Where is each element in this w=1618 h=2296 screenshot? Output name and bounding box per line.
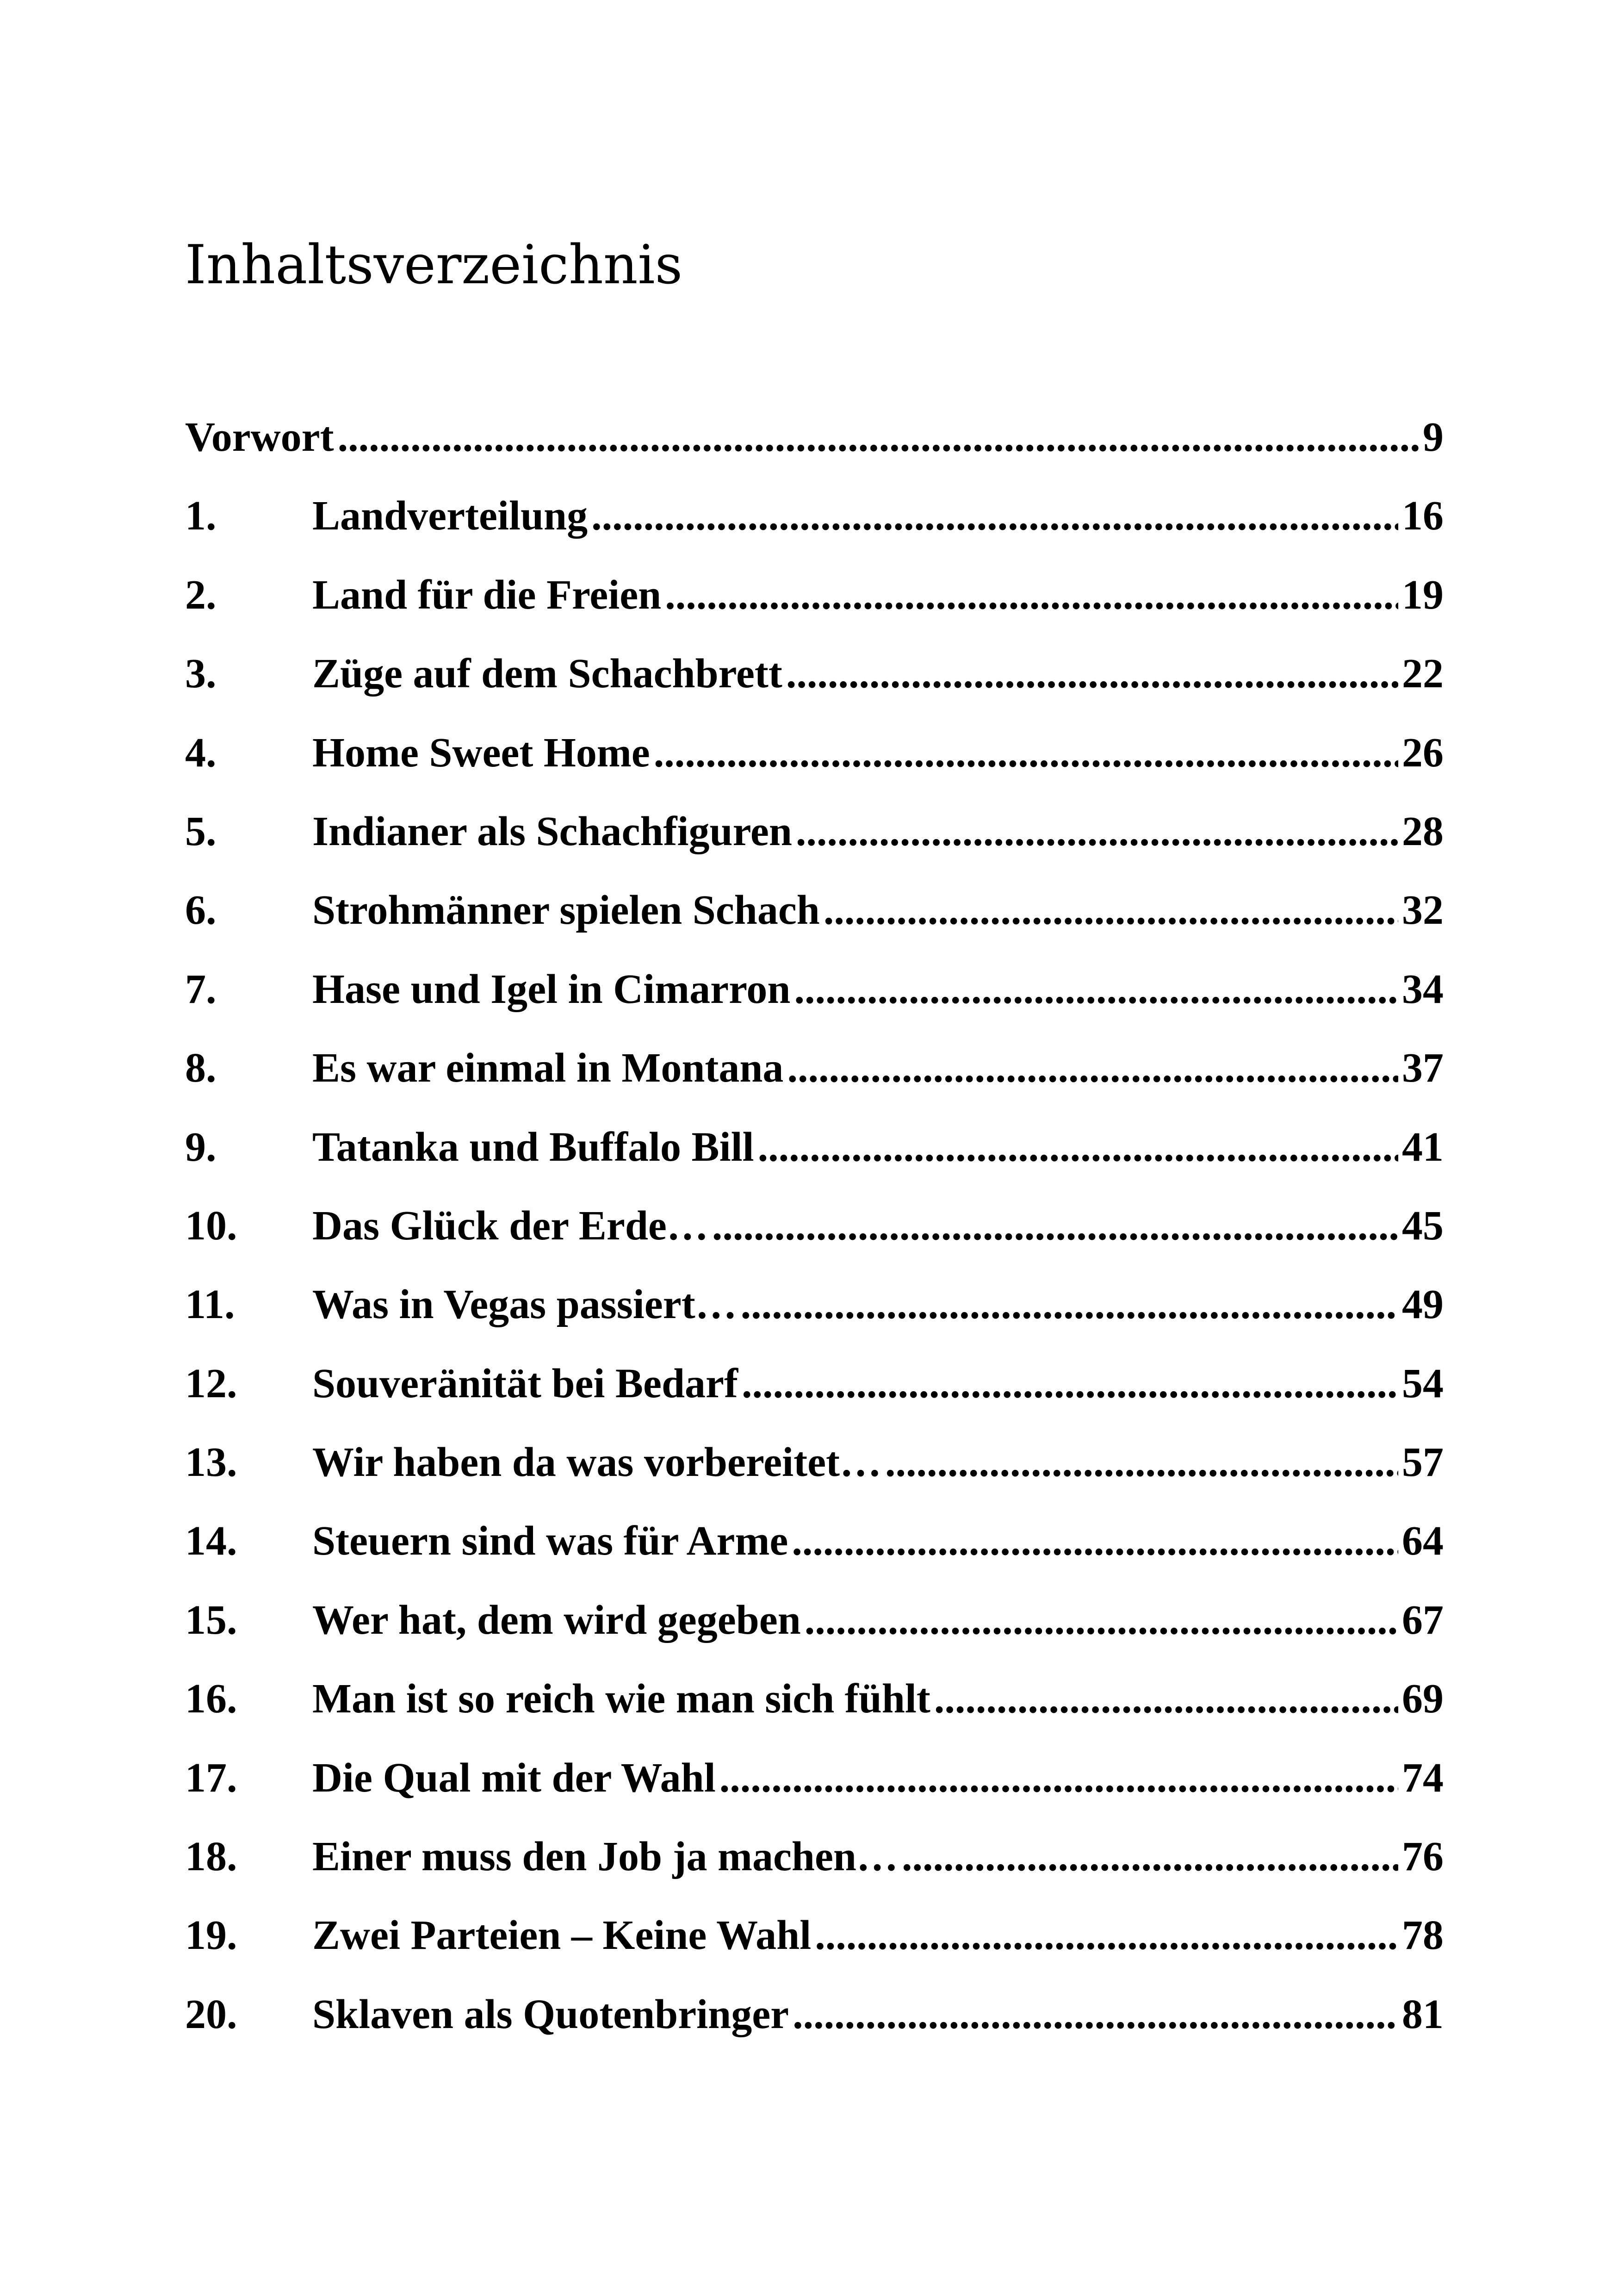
toc-entry bbox=[185, 950, 1444, 1029]
toc-entry-title: Steuern sind was für Arme bbox=[312, 1518, 788, 1564]
toc-dot-leader bbox=[665, 556, 1398, 635]
toc-entry bbox=[185, 1502, 1444, 1580]
toc-entry-title: Es war einmal in Montana bbox=[312, 1045, 784, 1091]
toc-entry-title: Home Sweet Home bbox=[312, 729, 650, 776]
toc-dot-leader bbox=[591, 477, 1398, 555]
toc-entry-title: Wir haben da was vorbereitet… bbox=[312, 1439, 881, 1486]
toc-entry-page-number: 78 bbox=[1402, 1912, 1444, 1959]
toc-entry-title: Tatanka und Buffalo Bill bbox=[312, 1124, 754, 1170]
toc-entry-number: 15. bbox=[185, 1597, 237, 1643]
toc-entry-page-number: 54 bbox=[1402, 1360, 1444, 1406]
toc-entry-number: 16. bbox=[185, 1676, 237, 1722]
toc-entry-number: 19. bbox=[185, 1912, 237, 1959]
toc-entry-page-number: 64 bbox=[1402, 1518, 1444, 1564]
toc-entry-number: 18. bbox=[185, 1834, 237, 1880]
toc-entry-page-number: 69 bbox=[1402, 1676, 1444, 1722]
toc-dot-leader bbox=[824, 871, 1398, 950]
toc-entry-title: Zwei Parteien – Keine Wahl bbox=[312, 1912, 812, 1959]
toc-entry-number: 6. bbox=[185, 887, 217, 933]
toc-entry-page-number: 32 bbox=[1402, 887, 1444, 933]
toc-entry-number: 17. bbox=[185, 1755, 237, 1801]
toc-entry-number: 14. bbox=[185, 1518, 237, 1564]
toc-entry-number: 3. bbox=[185, 651, 217, 697]
toc-entry-number: 12. bbox=[185, 1360, 237, 1406]
toc-entry-page-number: 49 bbox=[1402, 1282, 1444, 1328]
toc-entry bbox=[185, 1581, 1444, 1660]
toc-entry bbox=[185, 714, 1444, 792]
toc-entry-number: 13. bbox=[185, 1439, 237, 1486]
toc-dot-leader bbox=[741, 1265, 1398, 1344]
toc-entry-title: Was in Vegas passiert… bbox=[312, 1282, 737, 1328]
toc-dot-leader bbox=[805, 1581, 1398, 1660]
toc-entry-title: Sklaven als Quotenbringer bbox=[312, 1991, 789, 2037]
toc-dot-leader bbox=[719, 1739, 1398, 1817]
page-title: Inhaltsverzeichnis bbox=[185, 234, 683, 296]
toc-entry-page-number: 34 bbox=[1402, 966, 1444, 1012]
toc-entry bbox=[185, 1739, 1444, 1817]
toc-entry bbox=[185, 1187, 1444, 1265]
toc-entry bbox=[185, 792, 1444, 871]
toc-dot-leader bbox=[796, 792, 1398, 871]
toc-entry bbox=[185, 1975, 1444, 2054]
toc-dot-leader bbox=[786, 635, 1398, 713]
toc-entry bbox=[185, 1660, 1444, 1738]
toc-entry bbox=[185, 398, 1444, 477]
toc-entry-title: Strohmänner spielen Schach bbox=[312, 887, 820, 933]
toc-entry-title: Züge auf dem Schachbrett bbox=[312, 651, 782, 697]
toc-entry bbox=[185, 635, 1444, 713]
toc-entry-title: Wer hat, dem wird gegeben bbox=[312, 1597, 801, 1643]
toc-entry-title: Vorwort bbox=[185, 414, 334, 460]
toc-entry-page-number: 81 bbox=[1402, 1991, 1444, 2037]
toc-entry bbox=[185, 871, 1444, 950]
toc-dot-leader bbox=[338, 398, 1419, 477]
toc-dot-leader bbox=[654, 714, 1398, 792]
toc-entry bbox=[185, 1817, 1444, 1896]
toc-entry-page-number: 67 bbox=[1402, 1597, 1444, 1643]
toc-entry-number: 20. bbox=[185, 1991, 237, 2037]
toc-entry bbox=[185, 477, 1444, 555]
toc-entry bbox=[185, 1423, 1444, 1502]
toc-entry-number: 11. bbox=[185, 1282, 235, 1328]
toc-entry-title: Hase und Igel in Cimarron bbox=[312, 966, 791, 1012]
toc-entry-number: 2. bbox=[185, 572, 217, 618]
toc-entry-title: Indianer als Schachfiguren bbox=[312, 808, 792, 854]
toc-dot-leader bbox=[758, 1108, 1398, 1187]
toc-entry-page-number: 41 bbox=[1402, 1124, 1444, 1170]
toc-entry-page-number: 19 bbox=[1402, 572, 1444, 618]
toc-dot-leader bbox=[902, 1817, 1398, 1896]
toc-entry-title: Land für die Freien bbox=[312, 572, 662, 618]
toc-entry-number: 8. bbox=[185, 1045, 217, 1091]
toc-dot-leader bbox=[793, 1975, 1398, 2054]
toc-entry-page-number: 22 bbox=[1402, 651, 1444, 697]
toc-entry-page-number: 9 bbox=[1423, 414, 1444, 460]
toc-entry-page-number: 74 bbox=[1402, 1755, 1444, 1801]
toc-entry-number: 9. bbox=[185, 1124, 217, 1170]
toc-entry-number: 1. bbox=[185, 493, 217, 539]
toc-entry bbox=[185, 1108, 1444, 1187]
toc-entry-title: Landverteilung bbox=[312, 493, 588, 539]
toc-entry bbox=[185, 556, 1444, 635]
toc-entry-title: Souveränität bei Bedarf bbox=[312, 1360, 738, 1406]
toc-entry-page-number: 16 bbox=[1402, 493, 1444, 539]
toc-entry-title: Die Qual mit der Wahl bbox=[312, 1755, 716, 1801]
toc-entry-number: 7. bbox=[185, 966, 217, 1012]
toc-entry-number: 5. bbox=[185, 808, 217, 854]
toc-dot-leader bbox=[792, 1502, 1398, 1580]
toc-entry bbox=[185, 1029, 1444, 1108]
toc-entry-page-number: 76 bbox=[1402, 1834, 1444, 1880]
toc-entry-page-number: 45 bbox=[1402, 1202, 1444, 1249]
toc-entry-title: Das Glück der Erde… bbox=[312, 1202, 708, 1249]
toc-dot-leader bbox=[815, 1896, 1398, 1975]
toc-dot-leader bbox=[712, 1187, 1398, 1265]
toc-dot-leader bbox=[934, 1660, 1398, 1738]
toc-entry-page-number: 37 bbox=[1402, 1045, 1444, 1091]
toc-entry-page-number: 57 bbox=[1402, 1439, 1444, 1486]
toc-entry-title: Man ist so reich wie man sich fühlt bbox=[312, 1676, 930, 1722]
toc-dot-leader bbox=[885, 1423, 1398, 1502]
toc-entry bbox=[185, 1265, 1444, 1344]
toc-entry-page-number: 28 bbox=[1402, 808, 1444, 854]
toc-entry-number: 10. bbox=[185, 1202, 237, 1249]
toc-entry bbox=[185, 1344, 1444, 1423]
toc-dot-leader bbox=[794, 950, 1398, 1029]
toc-dot-leader bbox=[787, 1029, 1398, 1108]
toc-entry-page-number: 26 bbox=[1402, 729, 1444, 776]
table-of-contents bbox=[185, 398, 1444, 2054]
toc-dot-leader bbox=[742, 1344, 1398, 1423]
toc-entry bbox=[185, 1896, 1444, 1975]
toc-entry-title: Einer muss den Job ja machen… bbox=[312, 1834, 898, 1880]
toc-entry-number: 4. bbox=[185, 729, 217, 776]
